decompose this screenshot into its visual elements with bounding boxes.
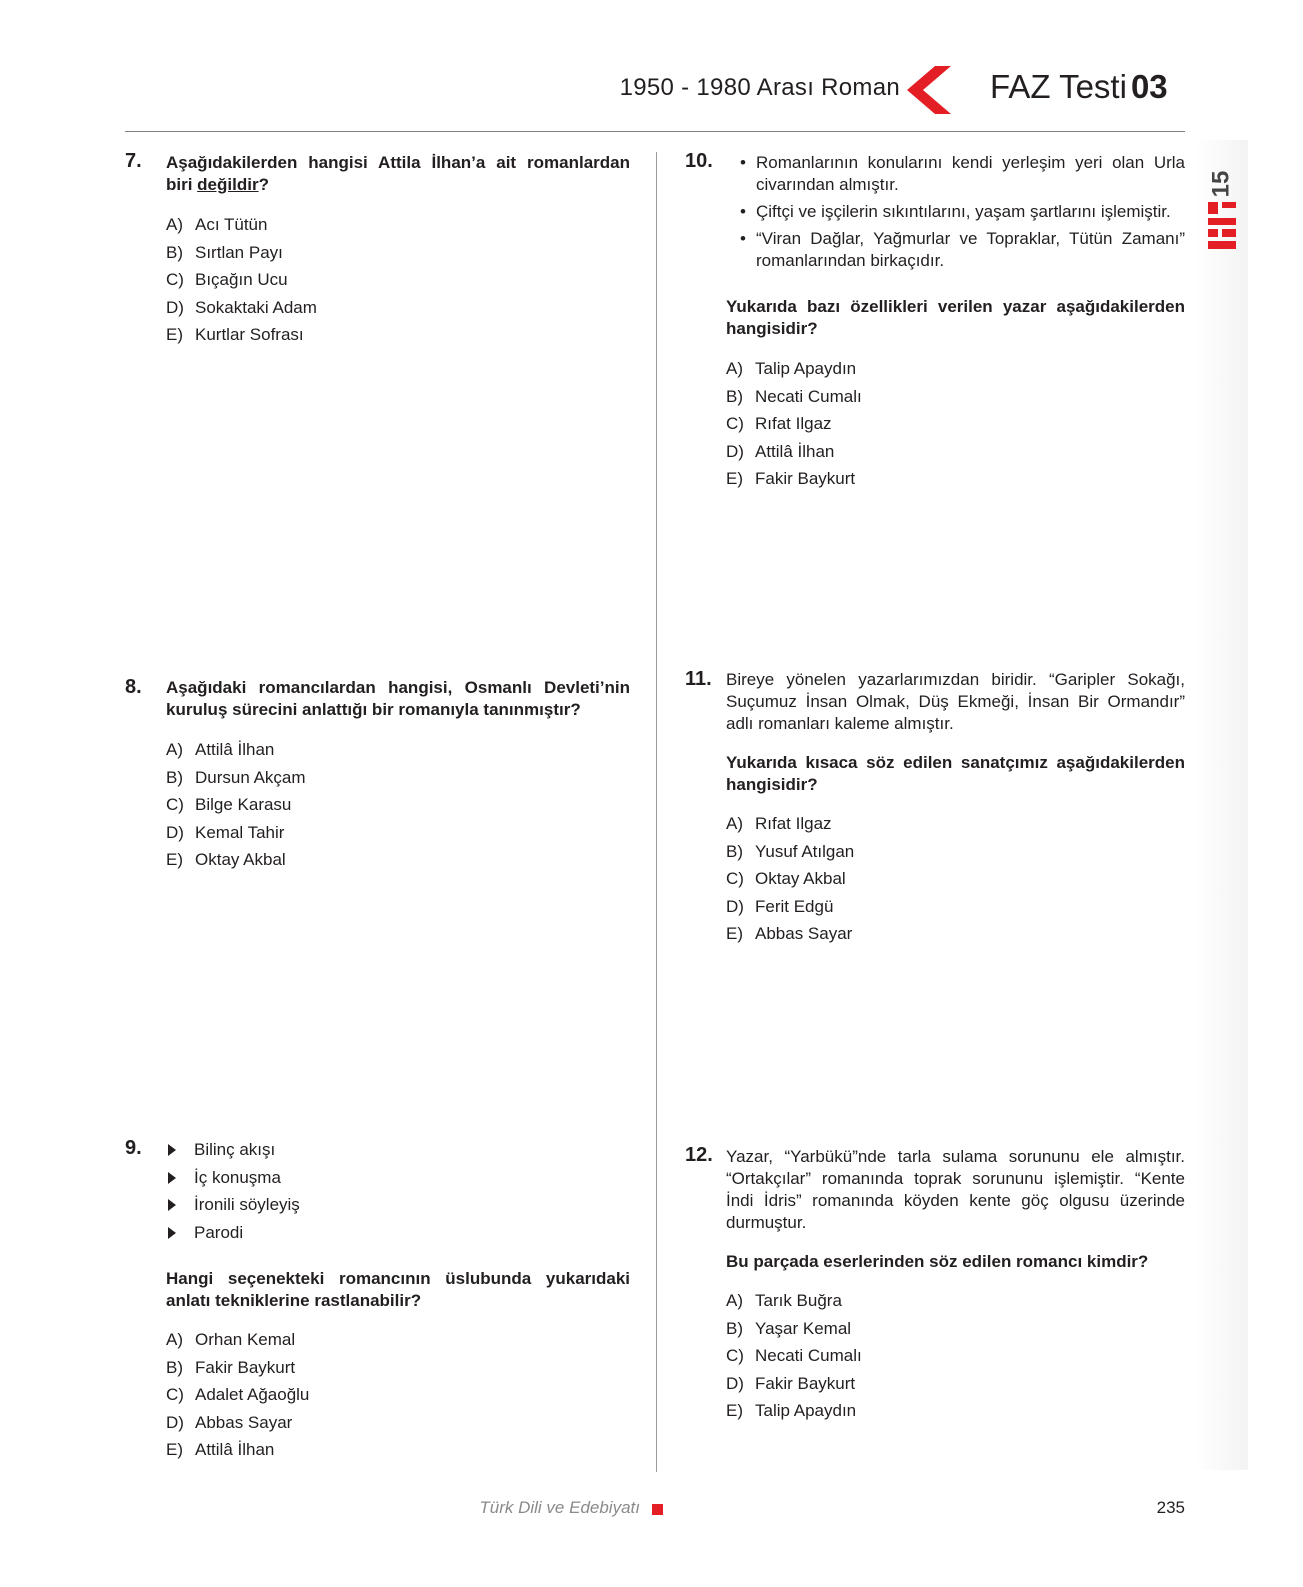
option-b[interactable]: B) Dursun Akçam [166,767,306,787]
question-number: 9. [125,1137,142,1159]
option-d[interactable]: D) Ferit Edgü [726,896,834,916]
section-title: 1950 - 1980 Arası Roman [619,74,900,101]
options-list [726,1290,862,1428]
triangle-bullet-icon [168,1144,176,1156]
list-item: • Çiftçi ve işçilerin sıkıntılarını, yaşam şartlarını işlemiştir. [740,201,1185,223]
list-item: • Romanlarının konularını kendi yerleşim yeri olan Urla civarından almıştır. [740,152,1185,196]
footer-subject: Türk Dili ve Edebiyatı [479,1498,640,1517]
option-e[interactable]: E) Kurtlar Sofrası [166,325,304,344]
list-item: İronili söyleyiş [166,1194,300,1222]
triangle-bullet-icon [168,1227,176,1239]
question-passage: Yazar, “Yarbükü”nde tarla sulama sorununu ele almıştır. “Ortakçılar” romanında toprak sorununu işlemiştir. “Kente İndi İdris” romanında köyden kente göç olgusu üzerinde durmuştur. [726,1147,1185,1232]
question-stem: Aşağıdaki romancılardan hangisi, Osmanlı Devleti’nin kuruluş sürecini anlattığı bir romanıyla tanınmıştır? [166,678,630,719]
feature-list [740,152,1185,277]
question-passage: Bireye yönelen yazarlarımızdan biridir. “Garipler Sokağı, Suçumuz İnsan Olmak, Düş Ekmeği, İnsan Bir Ormandır” adlı romanları kaleme almıştır. [726,670,1185,733]
option-e[interactable]: E) Attilâ İlhan [166,1440,275,1459]
option-d[interactable]: D) Kemal Tahir [166,822,285,842]
question-stem: Yukarıda bazı özellikleri verilen yazar aşağıdakilerden hangisidir? [726,297,1185,338]
list-item: Parodi [166,1222,300,1250]
chevron-left-icon [905,66,951,114]
column-divider [656,152,657,1472]
option-c[interactable]: C) Rıfat Ilgaz [726,414,832,433]
options-list [166,214,317,352]
option-c[interactable]: C) Necati Cumalı [726,1346,862,1365]
option-e[interactable]: E) Oktay Akbal [166,850,286,869]
question-stem: Aşağıdakilerden hangisi Attila İlhan’a ait romanlardan biri değildir? [166,153,630,194]
technique-list [166,1139,300,1249]
question-stem: Hangi seçenekteki romancının üslubunda yukarıdaki anlatı tekniklerine rastlanabilir? [166,1269,630,1310]
list-item: Bilinç akışı [166,1139,300,1167]
question-number: 12. [685,1144,713,1166]
option-a[interactable]: A) Tarık Buğra [726,1291,842,1310]
option-c[interactable]: C) Adalet Ağaoğlu [166,1385,310,1404]
option-e[interactable]: E) Talip Apaydın [726,1401,857,1420]
question-stem: Bu parçada eserlerinden söz edilen romancı kimdir? [726,1252,1149,1271]
triangle-bullet-icon [168,1172,176,1184]
option-a[interactable]: A) Rıfat Ilgaz [726,814,832,833]
option-e[interactable]: E) Fakir Baykurt [726,469,856,488]
option-c[interactable]: C) Oktay Akbal [726,869,846,888]
question-stem: Yukarıda kısaca söz edilen sanatçımız aşağıdakilerden hangisidir? [726,753,1185,794]
options-list [166,1329,309,1467]
option-a[interactable]: A) Orhan Kemal [166,1330,296,1349]
question-number: 7. [125,150,142,172]
question-number: 8. [125,676,142,698]
fem-logo-icon [1204,200,1240,252]
header-divider [125,131,1185,132]
option-d[interactable]: D) Abbas Sayar [166,1412,293,1432]
option-c[interactable]: C) Bilge Karasu [166,795,292,814]
option-b[interactable]: B) Yaşar Kemal [726,1318,852,1338]
side-tab-number: 15 [1207,170,1235,198]
option-a[interactable]: A) Attilâ İlhan [166,740,275,759]
option-b[interactable]: B) Yusuf Atılgan [726,841,855,861]
option-b[interactable]: B) Necati Cumalı [726,386,862,406]
option-d[interactable]: D) Sokaktaki Adam [166,297,317,317]
option-a[interactable]: A) Talip Apaydın [726,359,857,378]
page-number: 235 [1156,1498,1185,1517]
options-list [726,358,862,496]
options-list [726,813,854,951]
test-label: FAZ Testi 03 [990,68,1168,105]
side-strip [1196,140,1248,1470]
question-number: 10. [685,150,713,172]
option-d[interactable]: D) Attilâ İlhan [726,441,835,461]
list-item: • “Viran Dağlar, Yağmurlar ve Topraklar, Tütün Zamanı” romanlarından birkaçıdır. [740,228,1185,272]
option-b[interactable]: B) Fakir Baykurt [166,1357,296,1377]
list-item: İç konuşma [166,1167,300,1195]
option-d[interactable]: D) Fakir Baykurt [726,1373,856,1393]
question-number: 11. [685,668,712,690]
option-e[interactable]: E) Abbas Sayar [726,924,853,943]
triangle-bullet-icon [168,1199,176,1211]
option-c[interactable]: C) Bıçağın Ucu [166,270,288,289]
options-list [166,739,306,877]
red-square-icon [652,1504,663,1515]
test-number: 03 [1130,68,1168,105]
option-b[interactable]: B) Sırtlan Payı [166,242,283,262]
option-a[interactable]: A) Acı Tütün [166,215,268,234]
